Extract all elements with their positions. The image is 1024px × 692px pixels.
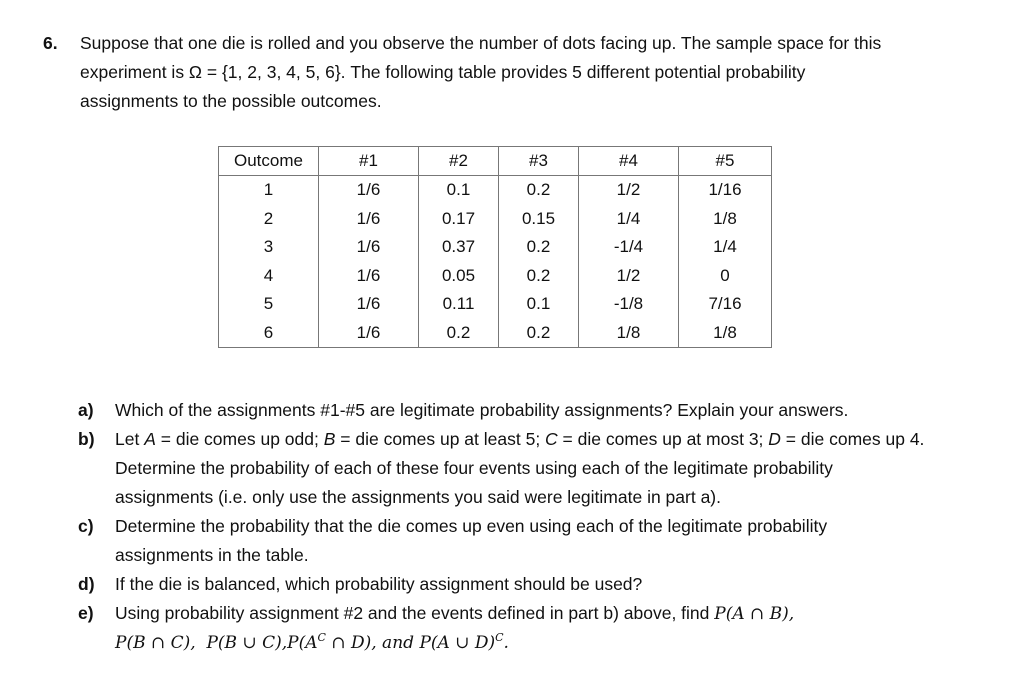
cell-outcome: 1 [219,176,319,205]
question-a-label: a) [78,400,94,420]
cell-value: 0.11 [419,290,499,319]
problem-number: 6. [43,33,58,53]
question-e-label: e) [78,603,94,623]
cell-outcome: 6 [219,319,319,348]
question-e-line-2 [115,629,1008,658]
table-row [219,205,772,234]
header-assignment-1: #1 [319,147,419,176]
question-b [78,425,1008,512]
cell-value: 1/4 [679,233,772,262]
question-e-text: Using probability assignment #2 and the events defined in part b) above, find [115,603,715,623]
cell-value: 0.17 [419,205,499,234]
table-row [219,290,772,319]
cell-value: 1/8 [679,205,772,234]
cell-value: 0.2 [499,176,579,205]
expr-4-pre: P(A [287,633,318,653]
cell-value: 0.15 [499,205,579,234]
cell-value: 7/16 [679,290,772,319]
intro-line-1: Suppose that one die is rolled and you observe the number of dots facing up. The sample space for this [80,33,882,53]
cell-outcome: 3 [219,233,319,262]
event-c-symbol: C [545,429,558,449]
question-c-line-1: Determine the probability that the die comes up even using each of the legitimate probability [115,516,828,536]
question-b-line-2: Determine the probability of each of these four events using each of the legitimate probability [115,458,833,478]
cell-outcome: 2 [219,205,319,234]
event-a-symbol: A [144,429,156,449]
question-e-line-1 [115,599,1008,629]
event-b-symbol: B [323,429,336,449]
cell-value: 1/6 [319,205,419,234]
header-assignment-3: #3 [499,147,579,176]
expr-p-b-intersect-c: P(B ∩ C), [115,633,196,653]
cell-value: 1/6 [319,319,419,348]
intro-line-3: assignments to the possible outcomes. [80,91,382,111]
cell-outcome: 5 [219,290,319,319]
question-d-text: If the die is balanced, which probability assignment should be used? [115,574,643,594]
event-c-definition: = die comes up at most 3; [557,429,769,449]
question-a [78,396,1008,425]
expr-4-post: ∩ D), [325,633,377,653]
cell-value: 1/16 [679,176,772,205]
probability-assignments-table [218,146,772,348]
cell-value: 1/6 [319,262,419,291]
cell-value: 1/6 [319,290,419,319]
event-d-symbol: D [768,429,781,449]
table-row [219,319,772,348]
table-header-row [219,147,772,176]
cell-value: 1/2 [579,262,679,291]
cell-value: -1/8 [579,290,679,319]
table-row [219,262,772,291]
and-word: and [376,633,420,653]
problem-intro [80,29,980,116]
cell-value: 0.1 [499,290,579,319]
cell-value: 0.05 [419,262,499,291]
question-a-text: Which of the assignments #1-#5 are legitimate probability assignments? Explain your answers. [115,400,849,420]
expr-p-a-intersect-b: P(A ∩ B), [714,604,795,624]
question-e [78,599,1008,658]
question-c-line-2: assignments in the table. [115,545,309,565]
question-c [78,512,1008,570]
question-b-line-1 [115,425,1008,454]
cell-value: -1/4 [579,233,679,262]
cell-value: 1/8 [679,319,772,348]
header-assignment-2: #2 [419,147,499,176]
header-assignment-5: #5 [679,147,772,176]
cell-value: 0.2 [499,233,579,262]
cell-value: 0.37 [419,233,499,262]
event-a-definition: = die comes up odd; [155,429,324,449]
cell-value: 1/8 [579,319,679,348]
question-b-label: b) [78,429,95,449]
cell-value: 0 [679,262,772,291]
cell-value: 1/6 [319,233,419,262]
question-d-label: d) [78,574,95,594]
question-c-label: c) [78,516,94,536]
cell-outcome: 4 [219,262,319,291]
expr-p-ac-intersect-d [287,633,377,653]
table-row [219,233,772,262]
question-b-line-3: assignments (i.e. only use the assignments you said were legitimate in part a). [115,487,721,507]
cell-value: 1/4 [579,205,679,234]
cell-value: 0.1 [419,176,499,205]
event-b-definition: = die comes up at least 5; [335,429,546,449]
question-d [78,570,1008,599]
cell-value: 1/2 [579,176,679,205]
header-assignment-4: #4 [579,147,679,176]
question-list [78,396,1008,658]
expr-p-b-union-c: P(B ∪ C), [206,633,288,653]
cell-value: 0.2 [419,319,499,348]
expr-5-pre: P(A ∪ D) [419,633,496,653]
cell-value: 0.2 [499,319,579,348]
cell-value: 0.2 [499,262,579,291]
complement-superscript: C [317,631,326,644]
event-d-definition: = die comes up 4. [780,429,925,449]
table-row [219,176,772,205]
expr-p-a-union-d-complement [419,633,509,653]
intro-line-2: experiment is Ω = {1, 2, 3, 4, 5, 6}. The following table provides 5 different potential probability [80,62,806,82]
let-word: Let [115,429,145,449]
header-outcome: Outcome [219,147,319,176]
cell-value: 1/6 [319,176,419,205]
expr-5-post: . [503,633,509,653]
complement-superscript: C [495,631,504,644]
